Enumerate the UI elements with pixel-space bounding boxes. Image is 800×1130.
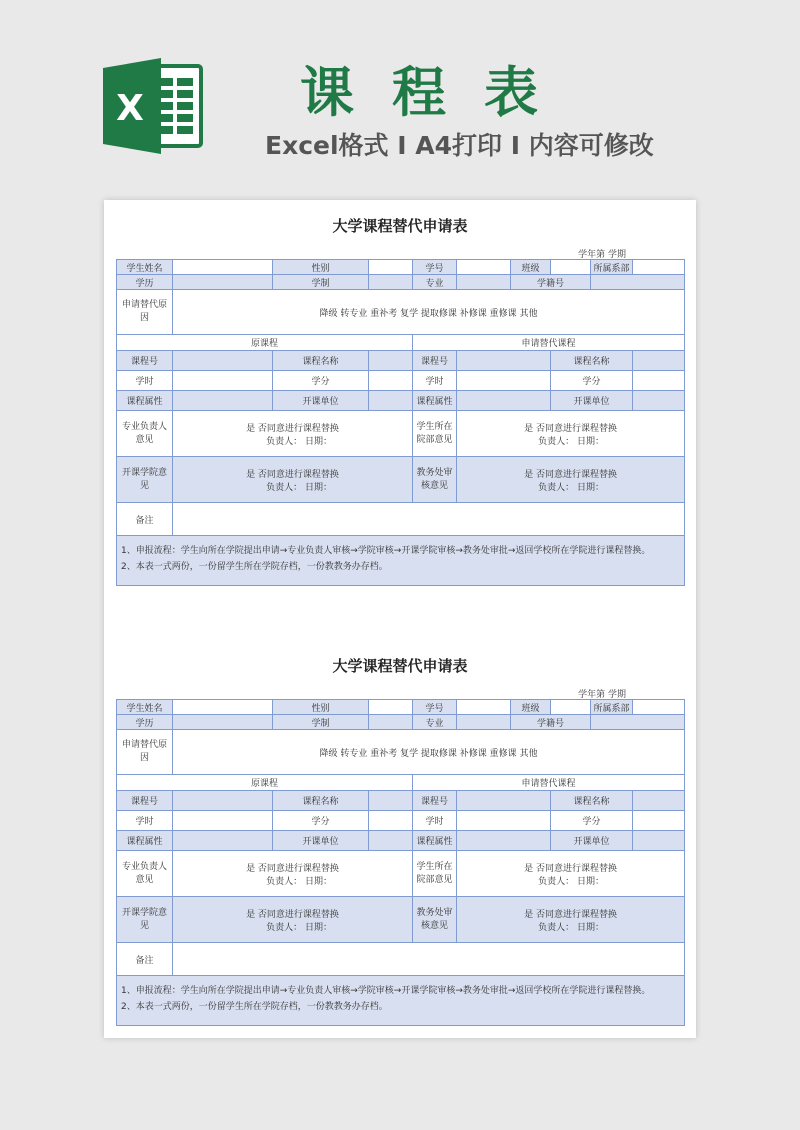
open-college-opinion[interactable] <box>173 457 413 503</box>
student-college-opinion[interactable] <box>457 411 685 457</box>
label-reason: 申请替代原因 <box>117 290 173 335</box>
label-course-no: 课程号 <box>117 351 173 371</box>
signer-text: 负责人： 日期： <box>538 483 605 493</box>
application-table <box>116 259 685 586</box>
label-class: 班级 <box>511 700 551 715</box>
major-head-opinion[interactable] <box>173 851 413 897</box>
input-remarks[interactable] <box>173 503 685 536</box>
label-new-course-attr: 课程属性 <box>413 831 457 851</box>
input-credits[interactable] <box>369 371 413 391</box>
form-notes <box>117 536 685 586</box>
signer-text: 负责人： 日期： <box>538 923 605 933</box>
open-college-opinion[interactable] <box>173 897 413 943</box>
label-open-college-opinion: 开课学院意见 <box>117 897 173 943</box>
input-new-hours[interactable] <box>457 371 551 391</box>
consent-text: 是 否同意进行课程替换 <box>524 910 617 920</box>
input-new-course-name[interactable] <box>633 351 685 371</box>
input-education[interactable] <box>173 715 273 730</box>
input-class[interactable] <box>551 260 591 275</box>
label-dept-unit: 开课单位 <box>273 831 369 851</box>
label-academic-affairs-opinion: 教务处审核意见 <box>413 897 457 943</box>
input-dept-unit[interactable] <box>369 831 413 851</box>
term-label: 学年第 学期 <box>578 690 626 700</box>
label-new-course-attr: 课程属性 <box>413 391 457 411</box>
input-schooling-length[interactable] <box>369 275 413 290</box>
input-course-no[interactable] <box>173 791 273 811</box>
signer-text: 负责人： 日期： <box>266 437 333 447</box>
consent-text: 是 否同意进行课程替换 <box>524 864 617 874</box>
label-student-college-opinion: 学生所在院部意见 <box>413 851 457 897</box>
header-original-course: 原课程 <box>117 775 413 791</box>
note-line: 1、申报流程：学生向所在学院提出申请→专业负责人审核→学院审核→开课学院审核→教务处审批→返回学校所在学院进行课程替换。 <box>121 546 651 556</box>
academic-affairs-opinion[interactable] <box>457 897 685 943</box>
form-title: 大学课程替代申请表 <box>332 657 468 675</box>
header-new-course: 申请替代课程 <box>413 335 685 351</box>
consent-text: 是 否同意进行课程替换 <box>524 424 617 434</box>
input-new-course-no[interactable] <box>457 791 551 811</box>
input-gender[interactable] <box>369 260 413 275</box>
page-title: 课程表 <box>300 61 576 124</box>
input-registration-no[interactable] <box>591 715 685 730</box>
label-student-college-opinion: 学生所在院部意见 <box>413 411 457 457</box>
header-original-course: 原课程 <box>117 335 413 351</box>
input-student-name[interactable] <box>173 700 273 715</box>
label-credits: 学分 <box>273 371 369 391</box>
form-notes <box>117 976 685 1026</box>
input-student-name[interactable] <box>173 260 273 275</box>
label-student-name: 学生姓名 <box>117 700 173 715</box>
note-line: 2、本表一式两份，一份留学生所在学院存档，一份教教务办存档。 <box>121 562 388 572</box>
input-major[interactable] <box>457 275 511 290</box>
label-hours: 学时 <box>117 811 173 831</box>
label-major: 专业 <box>413 275 457 290</box>
label-student-id: 学号 <box>413 700 457 715</box>
label-new-credits: 学分 <box>551 811 633 831</box>
label-academic-affairs-opinion: 教务处审核意见 <box>413 457 457 503</box>
input-department[interactable] <box>633 700 685 715</box>
label-major-head-opinion: 专业负责人意见 <box>117 851 173 897</box>
label-new-course-name: 课程名称 <box>551 351 633 371</box>
note-line: 2、本表一式两份，一份留学生所在学院存档，一份教教务办存档。 <box>121 1002 388 1012</box>
label-dept-unit: 开课单位 <box>273 391 369 411</box>
input-student-id[interactable] <box>457 260 511 275</box>
term-label: 学年第 学期 <box>578 250 626 260</box>
input-new-credits[interactable] <box>633 371 685 391</box>
logo-letter: X <box>116 88 144 129</box>
label-new-course-no: 课程号 <box>413 791 457 811</box>
input-hours[interactable] <box>173 371 273 391</box>
input-new-course-no[interactable] <box>457 351 551 371</box>
label-major: 专业 <box>413 715 457 730</box>
signer-text: 负责人： 日期： <box>538 437 605 447</box>
label-new-hours: 学时 <box>413 371 457 391</box>
signer-text: 负责人： 日期： <box>266 877 333 887</box>
input-remarks[interactable] <box>173 943 685 976</box>
label-new-hours: 学时 <box>413 811 457 831</box>
input-new-dept-unit[interactable] <box>633 831 685 851</box>
label-registration-no: 学籍号 <box>511 715 591 730</box>
consent-text: 是 否同意进行课程替换 <box>246 424 339 434</box>
input-registration-no[interactable] <box>591 275 685 290</box>
application-table <box>116 699 685 1026</box>
form-title: 大学课程替代申请表 <box>332 217 468 235</box>
label-new-course-name: 课程名称 <box>551 791 633 811</box>
input-schooling-length[interactable] <box>369 715 413 730</box>
input-course-attr[interactable] <box>173 831 273 851</box>
signer-text: 负责人： 日期： <box>538 877 605 887</box>
input-new-course-attr[interactable] <box>457 391 551 411</box>
input-credits[interactable] <box>369 811 413 831</box>
student-college-opinion[interactable] <box>457 851 685 897</box>
consent-text: 是 否同意进行课程替换 <box>246 470 339 480</box>
label-hours: 学时 <box>117 371 173 391</box>
input-new-dept-unit[interactable] <box>633 391 685 411</box>
label-schooling-length: 学制 <box>273 715 369 730</box>
label-education: 学历 <box>117 275 173 290</box>
label-department: 所属系部 <box>591 260 633 275</box>
input-dept-unit[interactable] <box>369 391 413 411</box>
consent-text: 是 否同意进行课程替换 <box>246 910 339 920</box>
input-education[interactable] <box>173 275 273 290</box>
label-schooling-length: 学制 <box>273 275 369 290</box>
label-new-dept-unit: 开课单位 <box>551 831 633 851</box>
header-new-course: 申请替代课程 <box>413 775 685 791</box>
label-course-attr: 课程属性 <box>117 391 173 411</box>
page-subtitle: Excel格式 Ⅰ A4打印 Ⅰ 内容可修改 <box>265 131 654 160</box>
label-new-dept-unit: 开课单位 <box>551 391 633 411</box>
input-new-course-attr[interactable] <box>457 831 551 851</box>
note-line: 1、申报流程：学生向所在学院提出申请→专业负责人审核→学院审核→开课学院审核→教务处审批→返回学校所在学院进行课程替换。 <box>121 986 651 996</box>
label-remarks: 备注 <box>117 503 173 536</box>
label-student-name: 学生姓名 <box>117 260 173 275</box>
excel-icon <box>103 58 203 154</box>
reason-options[interactable]: 降级 转专业 重补考 复学 提取修课 补修课 重修课 其他 <box>173 290 685 335</box>
input-new-course-name[interactable] <box>633 791 685 811</box>
academic-affairs-opinion[interactable] <box>457 457 685 503</box>
label-education: 学历 <box>117 715 173 730</box>
label-registration-no: 学籍号 <box>511 275 591 290</box>
input-class[interactable] <box>551 700 591 715</box>
label-course-attr: 课程属性 <box>117 831 173 851</box>
input-course-no[interactable] <box>173 351 273 371</box>
input-major[interactable] <box>457 715 511 730</box>
major-head-opinion[interactable] <box>173 411 413 457</box>
consent-text: 是 否同意进行课程替换 <box>246 864 339 874</box>
consent-text: 是 否同意进行课程替换 <box>524 470 617 480</box>
label-new-credits: 学分 <box>551 371 633 391</box>
input-student-id[interactable] <box>457 700 511 715</box>
signer-text: 负责人： 日期： <box>266 483 333 493</box>
label-credits: 学分 <box>273 811 369 831</box>
input-new-hours[interactable] <box>457 811 551 831</box>
input-gender[interactable] <box>369 700 413 715</box>
form-sheet <box>104 200 696 1038</box>
input-course-attr[interactable] <box>173 391 273 411</box>
label-reason: 申请替代原因 <box>117 730 173 775</box>
label-class: 班级 <box>511 260 551 275</box>
label-course-name: 课程名称 <box>273 351 369 371</box>
label-open-college-opinion: 开课学院意见 <box>117 457 173 503</box>
label-department: 所属系部 <box>591 700 633 715</box>
label-gender: 性别 <box>273 700 369 715</box>
label-course-name: 课程名称 <box>273 791 369 811</box>
input-course-name[interactable] <box>369 791 413 811</box>
label-student-id: 学号 <box>413 260 457 275</box>
reason-options[interactable]: 降级 转专业 重补考 复学 提取修课 补修课 重修课 其他 <box>173 730 685 775</box>
input-new-credits[interactable] <box>633 811 685 831</box>
label-new-course-no: 课程号 <box>413 351 457 371</box>
page-header <box>0 0 800 195</box>
signer-text: 负责人： 日期： <box>266 923 333 933</box>
label-course-no: 课程号 <box>117 791 173 811</box>
input-department[interactable] <box>633 260 685 275</box>
label-remarks: 备注 <box>117 943 173 976</box>
label-major-head-opinion: 专业负责人意见 <box>117 411 173 457</box>
label-gender: 性别 <box>273 260 369 275</box>
input-course-name[interactable] <box>369 351 413 371</box>
input-hours[interactable] <box>173 811 273 831</box>
